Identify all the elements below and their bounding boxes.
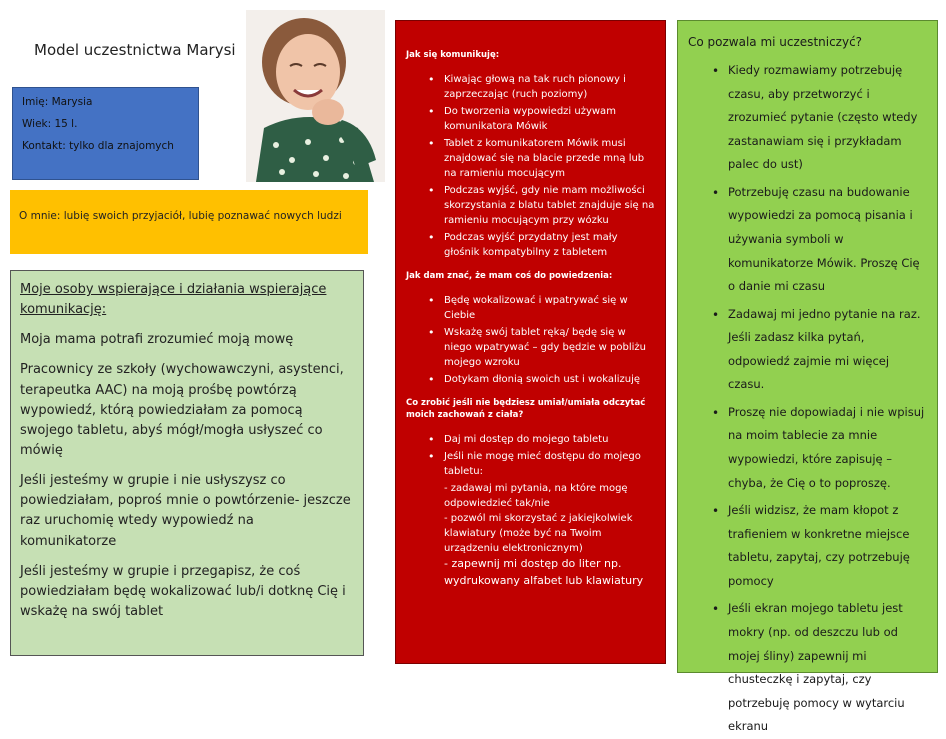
- list-item: • Podczas wyjść przydatny jest mały głośnik kompatybilny z tabletem: [406, 230, 655, 260]
- page-title: Model uczestnictwa Marysi: [34, 41, 236, 59]
- participation-list: [688, 59, 927, 739]
- support-box: [10, 270, 364, 656]
- communication-question-2: Jak dam znać, że mam coś do powiedzenia:: [406, 270, 613, 281]
- profile-age: Wiek: 15 l.: [22, 118, 78, 130]
- sub-item: - pozwól mi skorzystać z jakiejkolwiek klawiatury (może być na Twoim urządzeniu elektronicznym): [444, 513, 633, 554]
- list-item: • Jeśli widzisz, że mam kłopot z trafieniem w konkretne miejsce tabletu, zapytaj, czy potrzebuję pomocy: [688, 499, 927, 593]
- communication-list-2: [406, 293, 655, 387]
- communication-question-3: Co zrobić jeśli nie będziesz umiał/umiała odczytać moich zachowań z ciała?: [406, 397, 646, 421]
- list-item: • Zadawaj mi jedno pytanie na raz. Jeśli zadasz kilka pytań, odpowiedź zajmie mi więcej czasu.: [688, 303, 927, 397]
- profile-name: Imię: Marysia: [22, 96, 93, 108]
- list-item: • Kiwając głową na tak ruch pionowy i zaprzeczając (ruch poziomy): [406, 72, 655, 102]
- list-item: • Jeśli nie mogę mieć dostępu do mojego tabletu:: [406, 449, 655, 479]
- support-heading: Moje osoby wspierające i działania wspierające komunikację:: [20, 282, 327, 318]
- list-item: • Kiedy rozmawiamy potrzebuję czasu, aby przetworzyć i zrozumieć pytanie (często wtedy zastanawiam się i przykładam palec do ust): [688, 59, 927, 177]
- support-paragraph: Moja mama potrafi zrozumieć moją mowę: [20, 332, 294, 348]
- list-item: • Będę wokalizować i wpatrywać się w Ciebie: [406, 293, 655, 323]
- communication-list-1: [406, 72, 655, 260]
- communication-box: [395, 20, 666, 664]
- list-item: • Daj mi dostęp do mojego tabletu: [406, 432, 655, 447]
- list-item: • Tablet z komunikatorem Mówik musi znajdować się na blacie przede mną lub na ramieniu mocującym: [406, 136, 655, 181]
- participation-question: Co pozwala mi uczestniczyć?: [688, 35, 863, 49]
- list-item: • Dotykam dłonią swoich ust i wokalizuję: [406, 372, 655, 387]
- communication-list-3: [406, 432, 655, 479]
- sub-item: - zapewnij mi dostęp do liter np. wydrukowany alfabet lub klawiatury: [444, 557, 644, 587]
- about-me-text: O mnie: lubię swoich przyjaciół, lubię poznawać nowych ludzi: [19, 210, 342, 222]
- participation-box: [677, 20, 938, 734]
- about-me-box: [10, 190, 368, 254]
- list-item: • Do tworzenia wypowiedzi używam komunikatora Mówik: [406, 104, 655, 134]
- list-item: • Podczas wyjść, gdy nie mam możliwości skorzystania z blatu tablet znajduje się na ramieniu mocującym przy wózku: [406, 183, 655, 228]
- list-item: • Proszę nie dopowiadaj i nie wpisuj na moim tablecie za mnie wypowiedzi, które zapisuję –chyba, że Cię o to poproszę.: [688, 401, 927, 495]
- list-item: • Wskażę swój tablet ręką/ będę się w niego wpatrywać – gdy będzie w pobliżu mojego wzroku: [406, 325, 655, 370]
- list-item: • Potrzebuję czasu na budowanie wypowiedzi za pomocą pisania i używania symboli w komunikatorze Mówik. Proszę Cię o danie mi czasu: [688, 181, 927, 299]
- support-paragraph: Jeśli jesteśmy w grupie i nie usłyszysz co powiedziałam, poproś mnie o powtórzenie- jeszcze raz uruchomię wtedy wypowiedź na komunikatorze: [20, 473, 351, 549]
- profile-info-box: [12, 87, 199, 180]
- profile-contact: Kontakt: tylko dla znajomych: [22, 140, 174, 152]
- communication-question-1: Jak się komunikuję:: [406, 50, 500, 60]
- profile-photo: [246, 10, 385, 182]
- sub-item: - zadawaj mi pytania, na które mogę odpowiedzieć tak/nie: [444, 483, 628, 509]
- support-paragraph: Pracownicy ze szkoły (wychowawczyni, asystenci, terapeutka AAC) na moją prośbę powtórzą wypowiedź, którą powiedziałam za pomocą swojego tabletu, abyś mógł/mogła usłyszeć co mówię: [20, 362, 344, 458]
- list-item: • Jeśli ekran mojego tabletu jest mokry (np. od deszczu lub od mojej śliny) zapewnij mi chusteczkę i zapytaj, czy potrzebuję pomocy w wytarciu ekranu: [688, 597, 927, 738]
- support-paragraph: Jeśli jesteśmy w grupie i przegapisz, że coś powiedziałam będę wokalizować lub/i dotknę Cię i wskażę na swój tablet: [20, 563, 346, 619]
